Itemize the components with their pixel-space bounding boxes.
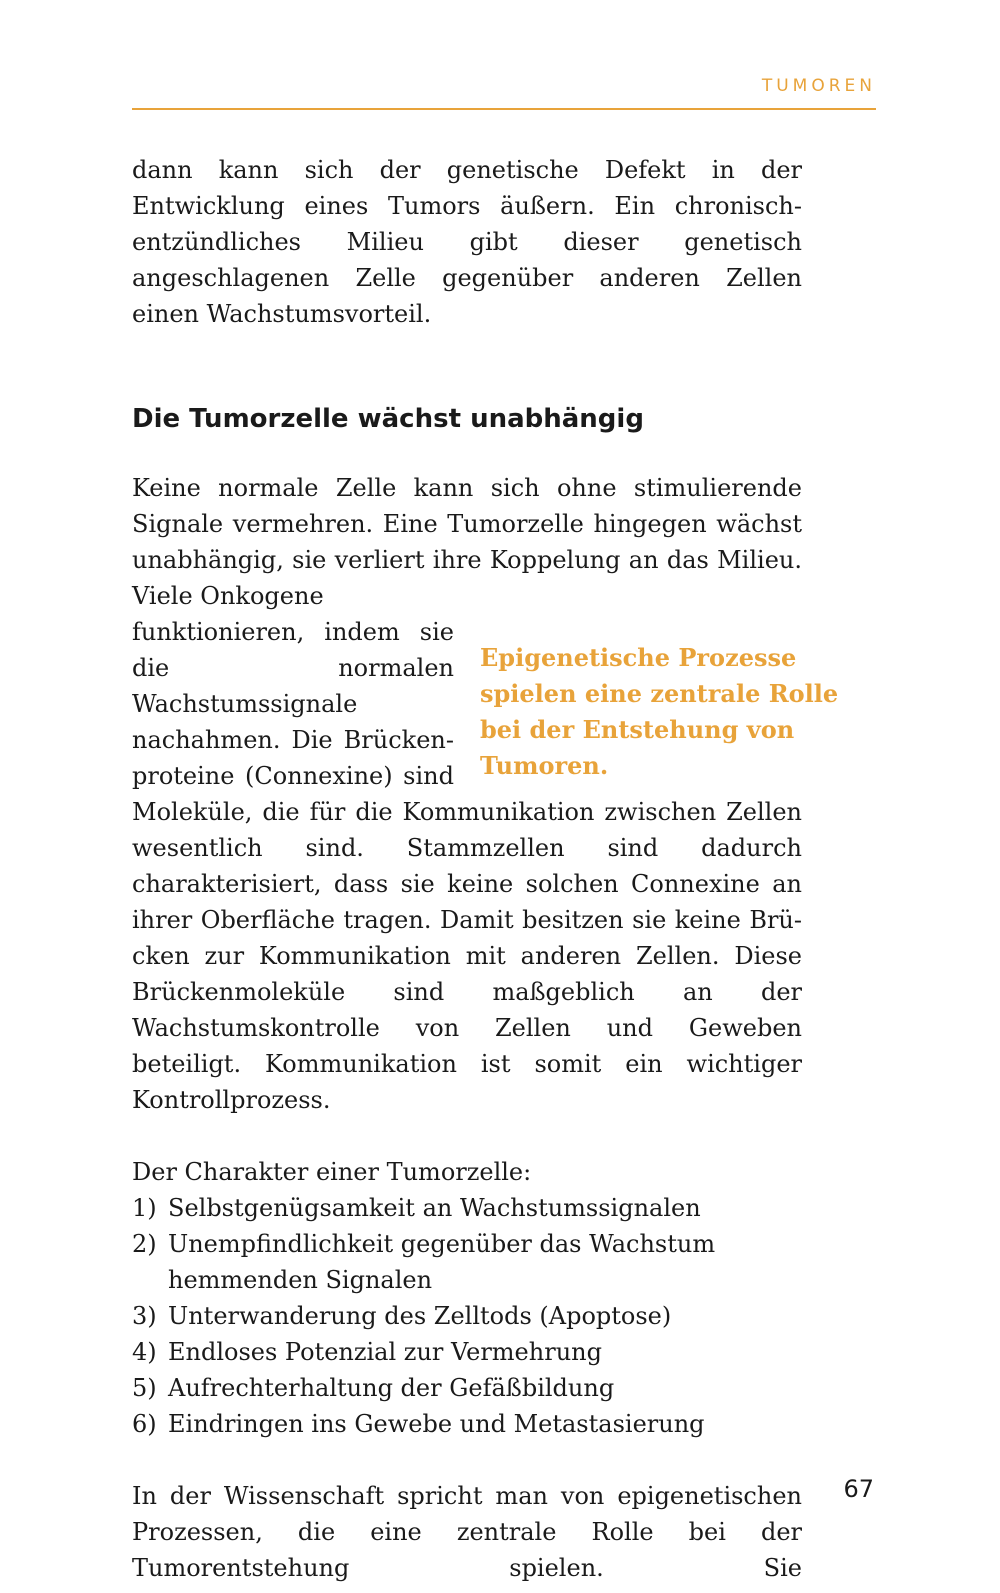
page-content	[132, 152, 839, 1586]
list-item	[132, 1334, 802, 1370]
list-item	[132, 1298, 802, 1334]
list-item-text: Aufrechterhaltung der Gefäßbildung	[168, 1374, 615, 1402]
list-item-number: 1)	[132, 1194, 157, 1222]
list-item-number: 2)	[132, 1230, 157, 1258]
list-item-text: Unempfindlichkeit gegenüber das Wachstum hemmenden Signalen	[168, 1230, 716, 1294]
running-title: TUMOREN	[761, 76, 876, 96]
section-paragraph-lead: Keine normale Zelle kann sich ohne stimulierende Signale vermehren. Eine Tumorzelle hingegen wächst unabhängig, sie verliert ihre Koppelung an das Milieu. Viele Onkogene	[132, 474, 802, 610]
closing-paragraph: In der Wissenschaft spricht man von epigenetischen Prozessen, die eine zentrale Rolle bei der Tumorentstehung spielen. Sie	[132, 1482, 802, 1582]
page-number: 67	[843, 1475, 874, 1503]
list-item-text: Selbstgenügsamkeit an Wachstumssignalen	[168, 1194, 701, 1222]
section-heading: Die Tumorzelle wächst unabhängig	[132, 404, 644, 434]
intro-paragraph: dann kann sich der genetische Defekt in der Entwicklung eines Tumors äußern. Ein chronisch-entzündliches Milieu gibt dieser genetisch angeschlagenen Zelle gegenüber anderen Zellen einen Wachstumsvorteil.	[132, 156, 802, 328]
tumor-characteristics-list	[132, 1190, 802, 1442]
list-item	[132, 1226, 802, 1298]
section-paragraph-body: funktionieren, indem sie die normalen Wachstumssignale nachahmen. Die Brückenproteine (Connexine) sind Moleküle, die für die Kommunikation zwischen Zellen wesentlich sind. Stammzellen sind dadurch charakterisiert, dass sie keine solchen Connexine an ihrer Oberfläche tragen. Damit besitzen sie keine Brücken zur Kommunikation mit anderen Zellen. Diese Brückenmoleküle sind maßgeblich an der Wachstumskontrolle von Zellen und Geweben beteiligt. Kommunikation ist somit ein wichtiger Kontrollprozess.	[132, 618, 802, 1114]
list-item-text: Endloses Potenzial zur Vermehrung	[168, 1338, 602, 1366]
list-item-number: 6)	[132, 1410, 157, 1438]
running-header	[132, 74, 876, 110]
list-item-text: Eindringen ins Gewebe und Metastasierung	[168, 1410, 705, 1438]
list-item-number: 3)	[132, 1302, 157, 1330]
list-item	[132, 1370, 802, 1406]
list-item	[132, 1406, 802, 1442]
list-item	[132, 1190, 802, 1226]
pull-quote: Epigenetische Prozesse spielen eine zentrale Rolle bei der Entstehung von Tumoren.	[480, 643, 839, 780]
list-intro: Der Charakter einer Tumorzelle:	[132, 1158, 532, 1186]
list-item-number: 5)	[132, 1374, 157, 1402]
list-item-number: 4)	[132, 1338, 157, 1366]
list-item-text: Unterwanderung des Zelltods (Apoptose)	[168, 1302, 672, 1330]
section-paragraph-with-quote	[132, 614, 839, 1118]
